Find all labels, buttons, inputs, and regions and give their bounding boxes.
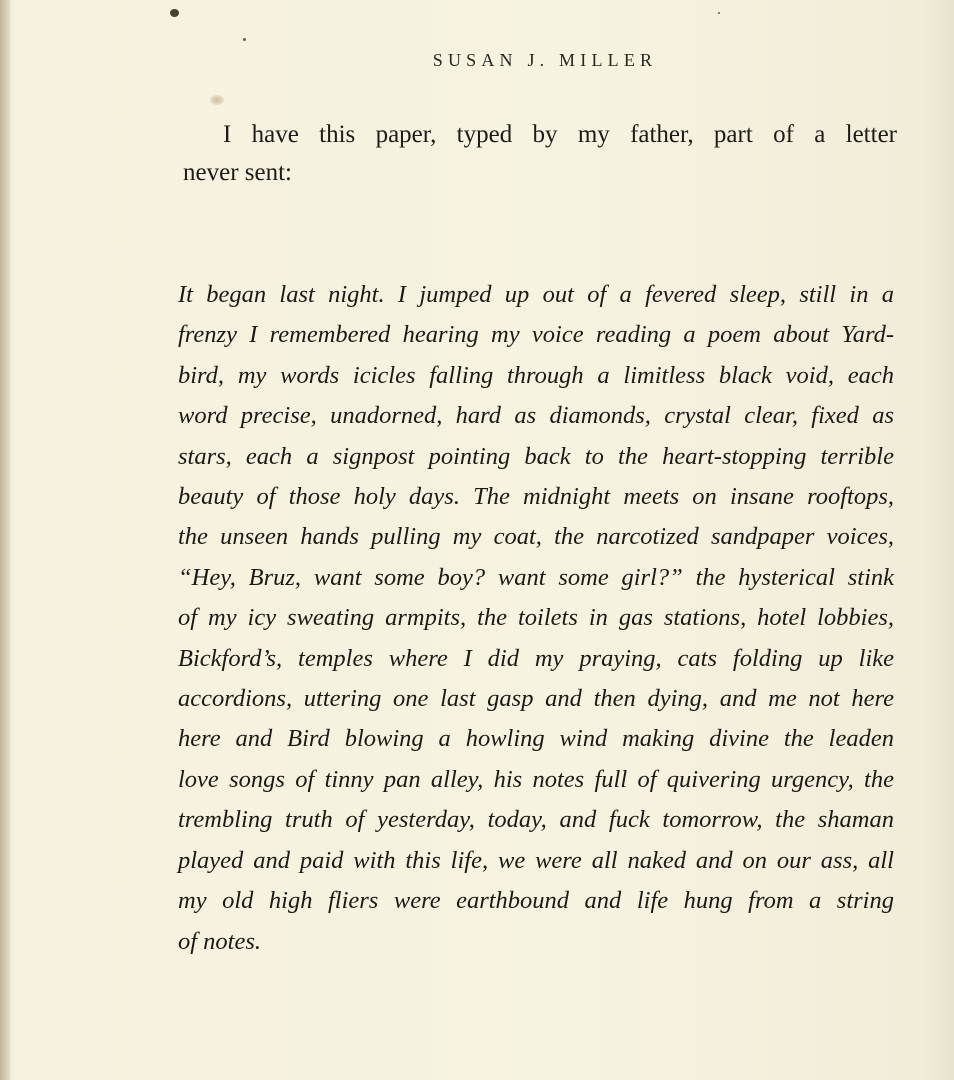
letter-line: beauty of those holy days. The midnight meets on insane rooftops, <box>178 483 894 511</box>
page-edge-shadow <box>924 0 954 1080</box>
page-gutter <box>0 0 10 1080</box>
letter-line: the unseen hands pulling my coat, the narcotized sandpaper voices, <box>178 523 894 551</box>
letter-line: It began last night. I jumped up out of a fevered sleep, still in a <box>178 281 894 308</box>
letter-line: trembling truth of yesterday, today, and fuck tomorrow, the shaman <box>178 806 894 834</box>
letter-line: stars, each a signpost pointing back to the heart-stopping terrible <box>178 442 894 470</box>
ink-speck <box>243 38 246 41</box>
letter-line: love songs of tinny pan alley, his notes full of quivering urgency, the <box>178 765 894 793</box>
letter-line: “Hey, Bruz, want some boy? want some girl?” the hysterical stink <box>178 563 894 591</box>
letter-line: bird, my words icicles falling through a limitless black void, each <box>178 361 894 389</box>
intro-paragraph <box>183 116 897 192</box>
letter-line: played and paid with this life, we were all naked and on our ass, all <box>178 846 894 874</box>
letter-line: accordions, uttering one last gasp and then dying, and me not here <box>178 685 894 713</box>
intro-line: I have this paper, typed by my father, part of a letter <box>223 121 897 148</box>
letter-line: of my icy sweating armpits, the toilets in gas stations, hotel lobbies, <box>178 604 894 632</box>
letter-excerpt <box>178 275 894 962</box>
letter-line: frenzy I remembered hearing my voice reading a poem about Yard- <box>178 321 894 349</box>
paper-smudge <box>210 95 224 105</box>
running-head: SUSAN J. MILLER <box>432 50 658 70</box>
letter-line: here and Bird blowing a howling wind making divine the leaden <box>178 725 894 753</box>
ink-speck <box>718 12 720 14</box>
letter-line: of notes. <box>178 927 262 955</box>
ink-speck <box>170 9 179 17</box>
intro-line: never sent: <box>183 159 292 186</box>
letter-line: word precise, unadorned, hard as diamonds, crystal clear, fixed as <box>178 402 894 430</box>
letter-line: Bickford’s, temples where I did my praying, cats folding up like <box>178 644 894 672</box>
letter-line: my old high fliers were earthbound and life hung from a string <box>178 887 894 915</box>
